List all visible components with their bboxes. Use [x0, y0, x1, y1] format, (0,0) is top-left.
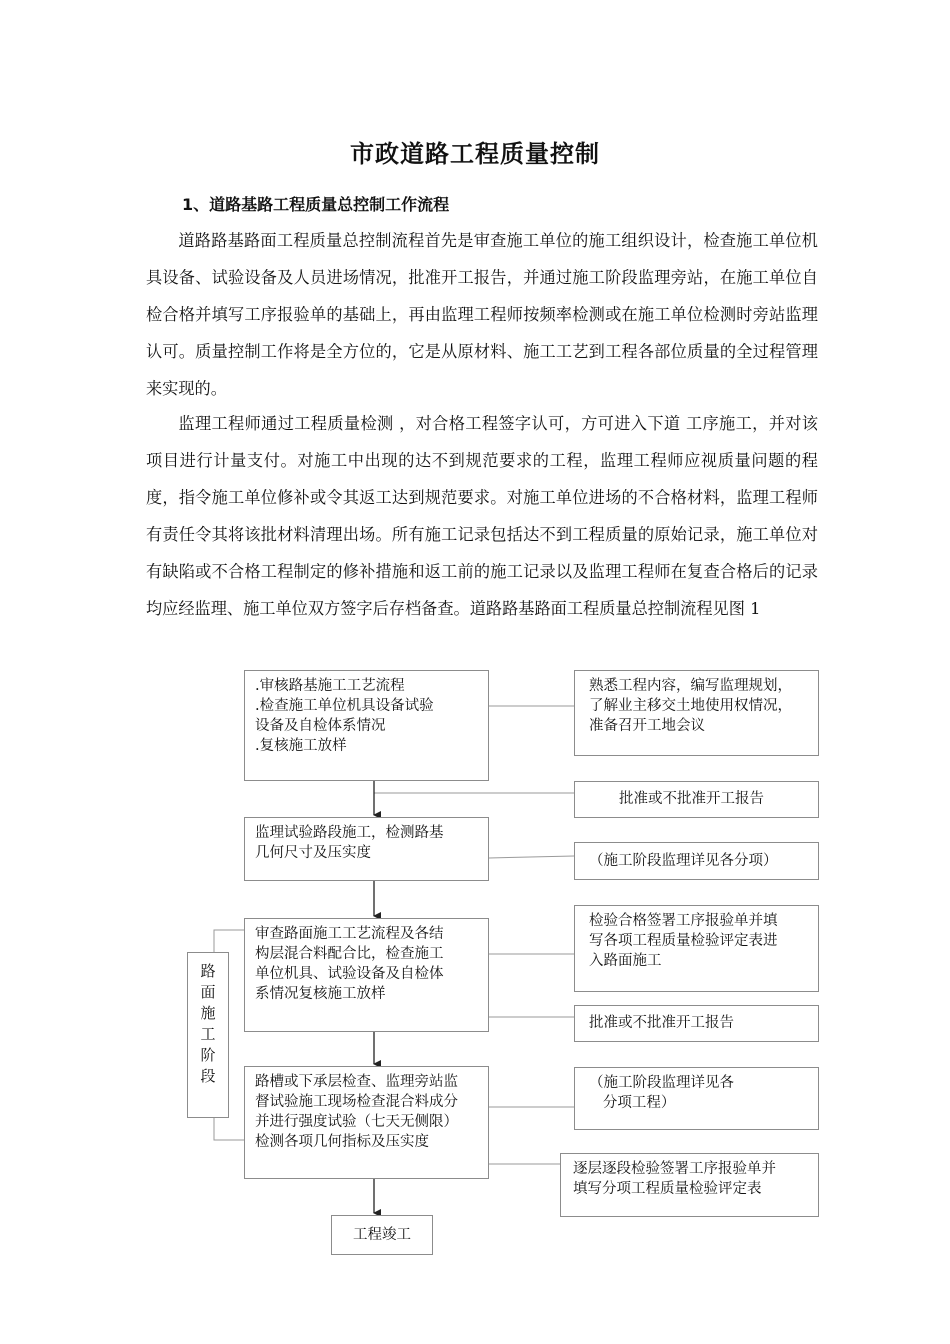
- side-note-2-line: 批准或不批准开工报告: [619, 791, 764, 807]
- side-note-1-line: 熟悉工程内容，编写监理规划，: [589, 678, 792, 694]
- flow-step-completion-label: 工程竣工: [353, 1227, 411, 1243]
- side-note-4-line: 检验合格签署工序报验单并填: [589, 913, 778, 929]
- flow-step-3-line: 构层混合料配合比，检查施工: [255, 946, 444, 962]
- phase-char: 路: [200, 962, 216, 980]
- side-note-1-line: 准备召开工地会议: [589, 718, 705, 734]
- paragraph-2: 监理工程师通过工程质量检测 ，对合格工程签字认可，方可进入下道 工序施工，并对该项目进行计量支付。对施工中出现的达不到规范要求的工程，监理工程师应视质量问题的程度，指令施工单位修补或令其返工达到规范要求。对施工单位进场的不合格材料，监理工程师有责任令其将该批材料清理出场。所有施工记录包括达不到工程质量的原始记录，施工单位对有缺陷或不合格工程制定的修补措施和返工前的施工记录以及监理工程师在复查合格后的记录均应经监理、施工单位双方签字后存档备查。道路路基路面工程质量总控制流程见图 1: [146, 414, 818, 618]
- flow-step-1-line: .检查施工单位机具设备试验: [255, 698, 434, 714]
- flow-step-1-line: 设备及自检体系情况: [255, 718, 386, 734]
- flow-step-3: [244, 918, 489, 1032]
- side-note-5-line: 批准或不批准开工报告: [589, 1015, 734, 1031]
- side-note-7-line: 填写分项工程质量检验评定表: [573, 1181, 762, 1197]
- phase-char: 面: [200, 983, 216, 1001]
- side-note-7-line: 逐层逐段检验签署工序报验单并: [573, 1161, 776, 1177]
- section-heading: 1、道路基路工程质量总控制工作流程: [182, 195, 450, 214]
- flow-step-4: [244, 1066, 489, 1179]
- side-note-6-line: （施工阶段监理详见各: [589, 1075, 734, 1091]
- flow-step-3-line: 审查路面施工工艺流程及各结: [255, 926, 444, 942]
- side-note-4: [574, 905, 819, 992]
- flow-step-4-line: 路槽或下承层检查、监理旁站监: [255, 1074, 458, 1090]
- side-note-1-line: 了解业主移交土地使用权情况，: [589, 698, 792, 714]
- paragraph-1: 道路路基路面工程质量总控制流程首先是审查施工单位的施工组织设计，检查施工单位机具设备、试验设备及人员进场情况，批准开工报告，并通过施工阶段监理旁站，在施工单位自检合格并填写工序报验单的基础上，再由监理工程师按频率检测或在施工单位检测时旁站监理认可。质量控制工作将是全方位的，它是从原材料、施工工艺到工程各部位质量的全过程管理来实现的。: [146, 231, 818, 398]
- pavement-phase-label: [187, 952, 229, 1118]
- side-note-3: [574, 842, 819, 880]
- flow-step-2-line: 监理试验路段施工，检测路基: [255, 825, 444, 841]
- flow-step-4-line: 并进行强度试验（七天无侧限）: [255, 1114, 458, 1130]
- flow-step-2-line: 几何尺寸及压实度: [255, 845, 371, 861]
- flow-step-3-line: 单位机具、试验设备及自检体: [255, 966, 444, 982]
- flow-step-3-line: 系情况复核施工放样: [255, 986, 386, 1002]
- side-note-1: [574, 670, 819, 756]
- flow-step-4-line: 检测各项几何指标及压实度: [255, 1134, 429, 1150]
- flow-step-4-line: 督试验施工现场检查混合料成分: [255, 1094, 458, 1110]
- phase-char: 段: [200, 1067, 216, 1085]
- phase-char: 阶: [200, 1046, 216, 1064]
- side-note-7: [560, 1153, 819, 1217]
- side-note-4-line: 写各项工程质量检验评定表进: [589, 933, 778, 949]
- side-note-6: [574, 1067, 819, 1130]
- flow-step-completion: [331, 1215, 433, 1255]
- flow-step-2: [244, 817, 489, 881]
- side-note-3-line: （施工阶段监理详见各分项）: [589, 853, 778, 869]
- page-title: 市政道路工程质量控制: [350, 140, 600, 168]
- phase-char: 施: [200, 1004, 216, 1022]
- side-note-6-line: 分项工程）: [589, 1095, 676, 1111]
- side-note-2: [574, 781, 819, 818]
- flow-step-1-line: .复核施工放样: [255, 738, 347, 754]
- flow-step-1-line: .审核路基施工工艺流程: [255, 678, 405, 694]
- flow-step-1: [244, 670, 489, 781]
- side-note-4-line: 入路面施工: [589, 953, 662, 969]
- phase-char: 工: [200, 1025, 216, 1043]
- side-note-5: [574, 1005, 819, 1042]
